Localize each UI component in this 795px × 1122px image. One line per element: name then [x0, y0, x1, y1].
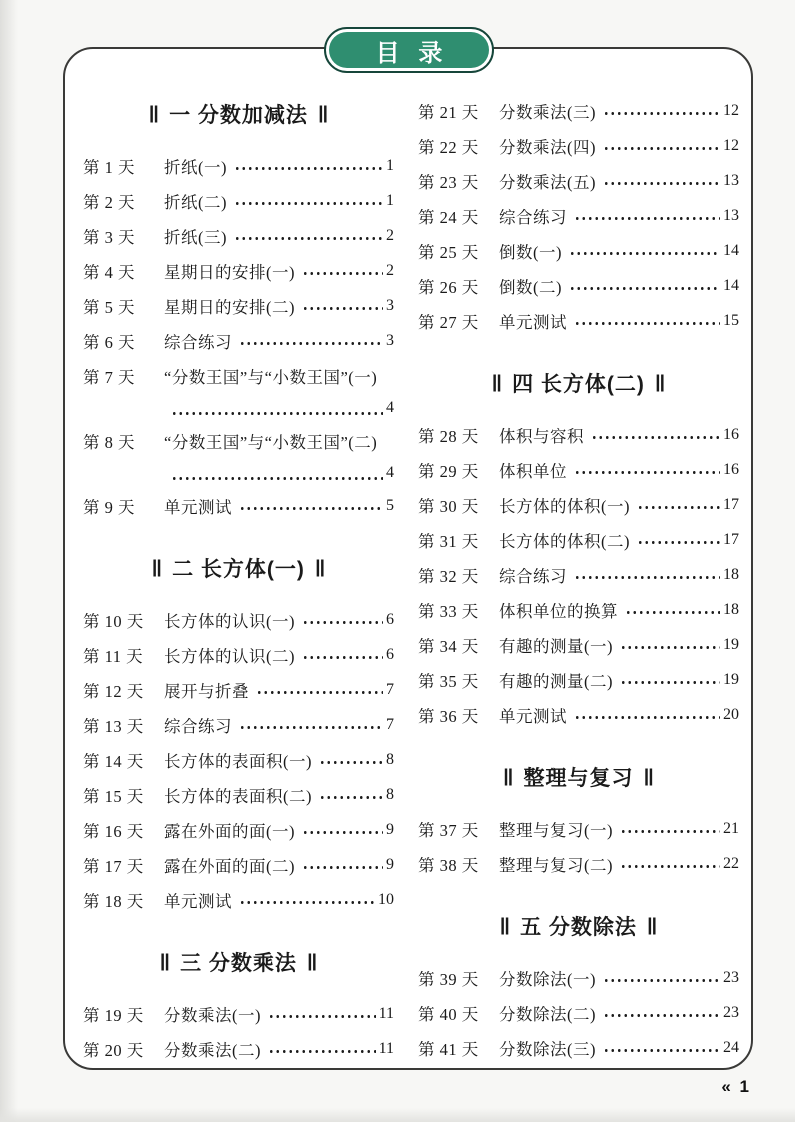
section-marker-left: ‖ [151, 556, 163, 583]
toc-entry-title: 单元测试 [499, 313, 567, 332]
dot-leader [317, 783, 383, 807]
toc-section-label: 三 分数乘法 [180, 952, 297, 975]
dot-leader [237, 329, 383, 353]
toc-entry [83, 713, 394, 737]
toc-entry-page: 9 [386, 821, 394, 838]
toc-entry-page: 4 [386, 464, 394, 481]
toc-entry-day: 第 36 天 [418, 707, 479, 726]
toc-entry-page: 14 [723, 277, 739, 294]
toc-entry-title: 有趣的测量(一) [499, 637, 613, 656]
dot-leader [567, 274, 720, 298]
dot-leader [601, 169, 720, 193]
toc-entry-day: 第 3 天 [83, 228, 135, 247]
section-marker-left: ‖ [159, 950, 171, 977]
toc-entry-page: 19 [723, 671, 739, 688]
toc-entry-day: 第 35 天 [418, 672, 479, 691]
section-marker-right: ‖ [314, 556, 326, 583]
toc-entry-day: 第 20 天 [83, 1041, 144, 1060]
toc-entry-title: 星期日的安排(二) [164, 298, 295, 317]
dot-leader [618, 852, 720, 876]
toc-entry-title: 体积单位 [499, 462, 567, 481]
toc-entry-title: 综合练习 [164, 717, 232, 736]
toc-entry-day: 第 29 天 [418, 462, 479, 481]
toc-entry [418, 668, 739, 692]
toc-entry-page: 20 [723, 706, 739, 723]
dot-leader [237, 888, 375, 912]
dot-leader [572, 309, 720, 333]
dot-leader [300, 643, 383, 667]
toc-section-label: 四 长方体(二) [512, 373, 645, 396]
toc-entry-title: 分数乘法(二) [164, 1041, 261, 1060]
toc-entry-day: 第 5 天 [83, 298, 135, 317]
toc-entry [83, 643, 394, 667]
toc-entry-page: 23 [723, 969, 739, 986]
toc-entry [418, 528, 739, 552]
toc-entry-page: 8 [386, 751, 394, 768]
toc-title: 目 录 [329, 32, 489, 68]
toc-entry-day: 第 16 天 [83, 822, 144, 841]
toc-entry [418, 239, 739, 263]
toc-section-header [83, 555, 394, 585]
section-marker-right: ‖ [643, 765, 654, 792]
dot-leader [623, 598, 720, 622]
toc-entry-day: 第 40 天 [418, 1005, 479, 1024]
toc-entry [418, 852, 739, 876]
toc-entry-day: 第 24 天 [418, 208, 479, 227]
toc-entry-page: 2 [386, 262, 394, 279]
section-marker-left: ‖ [499, 914, 511, 941]
toc-entry-day: 第 18 天 [83, 892, 144, 911]
toc-section-label: 整理与复习 [523, 767, 634, 790]
toc-entry-title: 分数乘法(一) [164, 1006, 261, 1025]
section-marker-right: ‖ [646, 914, 658, 941]
toc-entry-page: 3 [386, 332, 394, 349]
dot-leader [567, 239, 720, 263]
toc-entry-page: 21 [723, 820, 739, 837]
toc-entry [418, 1036, 739, 1060]
toc-entry [83, 259, 394, 283]
toc-entry-title: 整理与复习(二) [499, 856, 613, 875]
toc-entry-page: 12 [723, 102, 739, 119]
toc-entry [418, 134, 739, 158]
toc-entry-day: 第 39 天 [418, 970, 479, 989]
toc-entry [418, 458, 739, 482]
section-marker-right: ‖ [654, 371, 666, 398]
dot-leader [254, 678, 383, 702]
toc-entry-title: 长方体的体积(一) [499, 497, 630, 516]
toc-entry-continuation [83, 464, 394, 482]
toc-entry [418, 423, 739, 447]
toc-entry-page: 18 [723, 601, 739, 618]
toc-section-header [418, 764, 739, 794]
toc-entry-day: 第 28 天 [418, 427, 479, 446]
dot-leader [266, 1037, 376, 1061]
toc-entry-page: 12 [723, 137, 739, 154]
toc-entry-title: 长方体的认识(二) [164, 647, 295, 666]
dot-leader [300, 294, 383, 318]
toc-entry-title: 综合练习 [499, 567, 567, 586]
toc-entry-page: 4 [386, 399, 394, 416]
dot-leader [572, 703, 720, 727]
toc-entry [418, 703, 739, 727]
toc-column-left [83, 99, 394, 1070]
toc-entry-day: 第 31 天 [418, 532, 479, 551]
toc-entry [83, 1002, 394, 1026]
dot-leader [601, 1001, 720, 1025]
toc-entry-day: 第 38 天 [418, 856, 479, 875]
toc-entry-page: 24 [723, 1039, 739, 1056]
toc-entry-day: 第 27 天 [418, 313, 479, 332]
toc-entry-page: 10 [378, 891, 394, 908]
dot-leader [635, 528, 720, 552]
toc-entry-title: 有趣的测量(二) [499, 672, 613, 691]
toc-entry-day: 第 13 天 [83, 717, 144, 736]
section-marker-left: ‖ [491, 371, 503, 398]
toc-entry-day: 第 41 天 [418, 1040, 479, 1059]
toc-entry [83, 783, 394, 807]
dot-leader [300, 608, 383, 632]
toc-entry-page: 5 [386, 497, 394, 514]
dot-leader [618, 668, 720, 692]
toc-entry [418, 309, 739, 333]
dot-leader [232, 189, 383, 213]
toc-entry [83, 853, 394, 877]
section-marker-right: ‖ [317, 102, 329, 129]
toc-entry [418, 274, 739, 298]
dot-leader [237, 713, 383, 737]
dot-leader [618, 817, 720, 841]
toc-entry-page: 7 [386, 681, 394, 698]
toc-entry-title: 长方体的表面积(一) [164, 752, 312, 771]
toc-entry-page: 1 [386, 157, 394, 174]
toc-entry-title: “分数王国”与“小数王国”(一) [164, 368, 378, 387]
toc-entry-day: 第 12 天 [83, 682, 144, 701]
toc-entry-title: 分数乘法(三) [499, 103, 596, 122]
toc-entry-day: 第 21 天 [418, 103, 479, 122]
dot-leader [169, 464, 383, 482]
toc-entry [83, 429, 394, 453]
toc-entry-day: 第 34 天 [418, 637, 479, 656]
toc-entry-day: 第 22 天 [418, 138, 479, 157]
dot-leader [601, 966, 720, 990]
toc-section-header [83, 101, 394, 131]
toc-entry-page: 11 [378, 1005, 394, 1022]
toc-entry-day: 第 11 天 [83, 647, 144, 666]
toc-entry [418, 598, 739, 622]
toc-section-label: 二 长方体(一) [172, 558, 305, 581]
toc-entry [83, 678, 394, 702]
toc-entry [418, 99, 739, 123]
toc-entry [83, 818, 394, 842]
toc-entry-page: 13 [723, 207, 739, 224]
toc-entry-title: 露在外面的面(二) [164, 857, 295, 876]
dot-leader [601, 1036, 720, 1060]
toc-section-label: 一 分数加减法 [169, 104, 308, 127]
toc-entry [418, 169, 739, 193]
toc-entry [83, 608, 394, 632]
toc-entry [418, 493, 739, 517]
dot-leader [601, 99, 720, 123]
toc-entry-page: 16 [723, 426, 739, 443]
toc-entry-title: 单元测试 [164, 498, 232, 517]
dot-leader [572, 204, 720, 228]
dot-leader [300, 853, 383, 877]
toc-entry-title: 倒数(一) [499, 243, 562, 262]
dot-leader [169, 399, 383, 417]
dot-leader [232, 224, 383, 248]
toc-entry-title: 综合练习 [164, 333, 232, 352]
toc-entry-title: 整理与复习(一) [499, 821, 613, 840]
toc-entry [83, 1037, 394, 1061]
toc-entry-title: 单元测试 [499, 707, 567, 726]
toc-entry-title: 长方体的体积(二) [499, 532, 630, 551]
toc-entry-title: 体积与容积 [499, 427, 584, 446]
toc-entry-day: 第 6 天 [83, 333, 135, 352]
toc-entry-day: 第 4 天 [83, 263, 135, 282]
toc-entry-title: 折纸(一) [164, 158, 227, 177]
toc-column-right [418, 99, 739, 1070]
dot-leader [635, 493, 720, 517]
toc-section-header [418, 913, 739, 943]
toc-entry-page: 15 [723, 312, 739, 329]
dot-leader [300, 259, 383, 283]
toc-entry-day: 第 19 天 [83, 1006, 144, 1025]
toc-entry-title: “分数王国”与“小数王国”(二) [164, 433, 378, 452]
dot-leader [589, 423, 720, 447]
toc-entry-title: 体积单位的换算 [499, 602, 618, 621]
toc-entry-title: 单元测试 [164, 892, 232, 911]
toc-entry-day: 第 7 天 [83, 368, 135, 387]
toc-section-label: 五 分数除法 [520, 916, 637, 939]
toc-entry-day: 第 26 天 [418, 278, 479, 297]
toc-entry-page: 3 [386, 297, 394, 314]
toc-entry-day: 第 17 天 [83, 857, 144, 876]
toc-entry-title: 分数乘法(四) [499, 138, 596, 157]
toc-entry-title: 折纸(三) [164, 228, 227, 247]
toc-entry-page: 9 [386, 856, 394, 873]
toc-entry [83, 748, 394, 772]
toc-entry-day: 第 8 天 [83, 433, 135, 452]
toc-entry-day: 第 25 天 [418, 243, 479, 262]
toc-entry-continuation [83, 399, 394, 417]
toc-entry-page: 18 [723, 566, 739, 583]
section-marker-left: ‖ [148, 102, 160, 129]
toc-entry [418, 204, 739, 228]
dot-leader [317, 748, 383, 772]
toc-entry-day: 第 10 天 [83, 612, 144, 631]
toc-entry-page: 22 [723, 855, 739, 872]
toc-entry-title: 露在外面的面(一) [164, 822, 295, 841]
toc-entry-title: 综合练习 [499, 208, 567, 227]
toc-entry-title: 倒数(二) [499, 278, 562, 297]
toc-entry-title: 分数除法(三) [499, 1040, 596, 1059]
toc-entry-day: 第 33 天 [418, 602, 479, 621]
toc-entry-page: 11 [378, 1040, 394, 1057]
toc-section-header [418, 370, 739, 400]
dot-leader [601, 134, 720, 158]
toc-title-badge [324, 27, 494, 73]
toc-entry [83, 494, 394, 518]
toc-entry [418, 966, 739, 990]
toc-entry-page: 23 [723, 1004, 739, 1021]
dot-leader [572, 563, 720, 587]
toc-entry-page: 6 [386, 611, 394, 628]
toc-entry-day: 第 9 天 [83, 498, 135, 517]
dot-leader [266, 1002, 376, 1026]
toc-entry-day: 第 30 天 [418, 497, 479, 516]
toc-entry [418, 817, 739, 841]
toc-entry [418, 633, 739, 657]
toc-entry-day: 第 14 天 [83, 752, 144, 771]
toc-entry-day: 第 1 天 [83, 158, 135, 177]
toc-entry-page: 2 [386, 227, 394, 244]
toc-entry-title: 折纸(二) [164, 193, 227, 212]
toc-entry-day: 第 37 天 [418, 821, 479, 840]
toc-entry-page: 14 [723, 242, 739, 259]
dot-leader [572, 458, 720, 482]
dot-leader [237, 494, 383, 518]
toc-entry-page: 6 [386, 646, 394, 663]
page-number-footer: « 1 [721, 1077, 751, 1096]
toc-entry-page: 17 [723, 531, 739, 548]
toc-entry-day: 第 15 天 [83, 787, 144, 806]
toc-entry-title: 星期日的安排(一) [164, 263, 295, 282]
toc-entry-day: 第 2 天 [83, 193, 135, 212]
dot-leader [300, 818, 383, 842]
toc-entry-page: 13 [723, 172, 739, 189]
toc-entry [83, 189, 394, 213]
toc-entry-page: 19 [723, 636, 739, 653]
dot-leader [232, 154, 383, 178]
toc-entry [83, 294, 394, 318]
toc-entry [83, 154, 394, 178]
toc-entry-title: 长方体的认识(一) [164, 612, 295, 631]
toc-section-header [83, 949, 394, 979]
toc-entry [83, 224, 394, 248]
toc-entry [83, 329, 394, 353]
section-marker-right: ‖ [306, 950, 318, 977]
toc-entry-day: 第 32 天 [418, 567, 479, 586]
toc-entry-title: 分数除法(一) [499, 970, 596, 989]
toc-entry [83, 888, 394, 912]
toc-entry-page: 8 [386, 786, 394, 803]
toc-entry-page: 7 [386, 716, 394, 733]
section-marker-left: ‖ [503, 765, 514, 792]
toc-entry [418, 563, 739, 587]
toc-entry [418, 1001, 739, 1025]
toc-entry-page: 16 [723, 461, 739, 478]
toc-body [63, 47, 753, 1070]
toc-entry-page: 1 [386, 192, 394, 209]
toc-entry [83, 364, 394, 388]
dot-leader [618, 633, 720, 657]
toc-entry-page: 17 [723, 496, 739, 513]
toc-entry-title: 分数乘法(五) [499, 173, 596, 192]
toc-entry-title: 分数除法(二) [499, 1005, 596, 1024]
toc-entry-title: 长方体的表面积(二) [164, 787, 312, 806]
toc-entry-day: 第 23 天 [418, 173, 479, 192]
toc-entry-title: 展开与折叠 [164, 682, 249, 701]
